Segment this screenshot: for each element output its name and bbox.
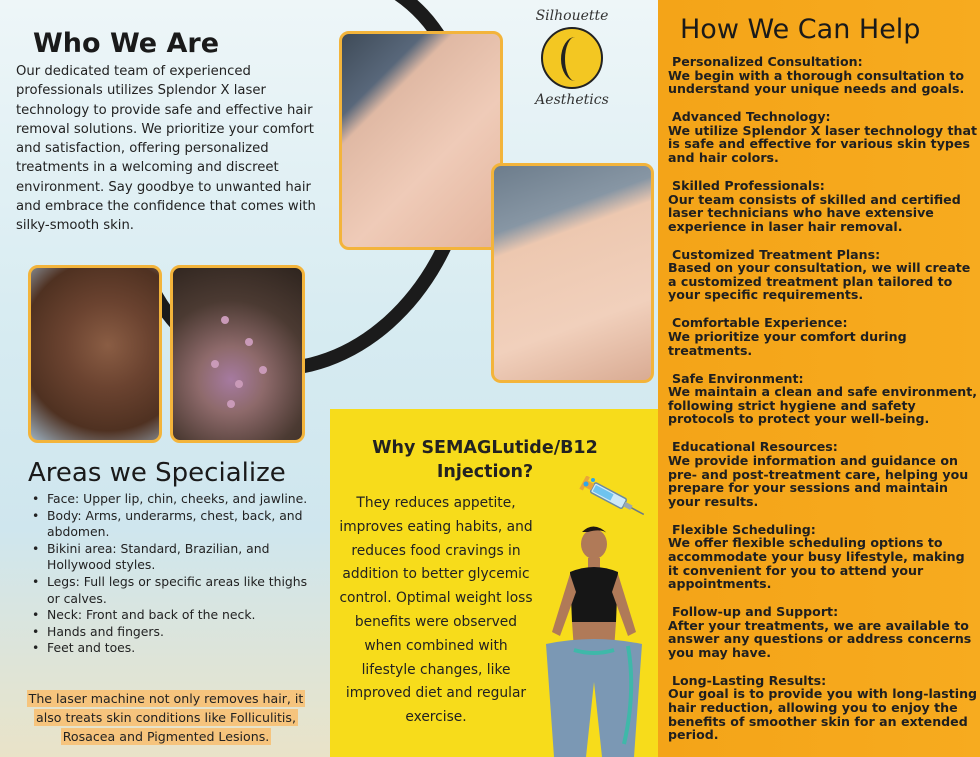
help-item-heading: Flexible Scheduling: — [672, 521, 816, 537]
help-item-heading: Customized Treatment Plans: — [672, 246, 881, 262]
help-item — [668, 440, 978, 508]
help-item — [668, 674, 978, 742]
help-item-text: We utilize Splendor X laser technology that is safe and effective for various skin types and hair colors. — [668, 122, 977, 165]
underarm-photo-1 — [339, 31, 503, 250]
semaglutide-title: Why SEMAGLutide/B12 Injection? — [372, 438, 598, 482]
logo-text-top: Silhouette — [535, 8, 609, 24]
help-item-heading: Personalized Consultation: — [672, 54, 863, 69]
help-item-text: We maintain a clean and safe environment, following strict hygiene and safety protocols to protect your well-being. — [668, 384, 978, 427]
help-item — [668, 179, 978, 233]
syringe-icon — [578, 476, 650, 520]
areas-list — [32, 491, 312, 657]
help-item-heading: Long-Lasting Results: — [672, 672, 827, 688]
list-item: • Body: Arms, underarms, chest, back, and abdomen. — [32, 508, 312, 541]
help-item-heading: Safe Environment: — [672, 370, 804, 386]
silhouette-aesthetics-logo — [522, 8, 622, 123]
neck-hair-photo — [28, 265, 162, 443]
laser-note-text: The laser machine not only removes hair, it also treats skin conditions like Folliculitis, Rosacea and Pigmented Lesions. — [28, 691, 304, 744]
help-item-text: We provide information and guidance on pre- and post-treatment care, helping you prepare for your sessions and maintain your results. — [668, 453, 969, 509]
woman-measuring-waist-illustration — [532, 522, 654, 757]
list-item: • Feet and toes. — [32, 640, 312, 657]
logo-text-bottom: Aesthetics — [535, 92, 609, 108]
help-item-heading: Skilled Professionals: — [672, 177, 825, 193]
list-item: • Neck: Front and back of the neck. — [32, 607, 312, 624]
help-item — [668, 110, 978, 164]
help-item-text: We offer flexible scheduling options to accommodate your busy lifestyle, making it convenient for you to attend your appointments. — [668, 535, 965, 592]
help-item-text: Our team consists of skilled and certified laser technicians who have extensive experience in laser hair removal. — [668, 191, 961, 234]
semaglutide-body: They reduces appetite, improves eating habits, and reduces food cravings in addition to better glycemic control. Optimal weight loss benefits were observed when combined with lifestyle changes, like improved diet and regular exercise. — [339, 495, 533, 726]
help-item — [668, 523, 978, 591]
folliculitis-photo — [170, 265, 305, 443]
help-item-heading: Educational Resources: — [672, 439, 838, 455]
help-item — [668, 55, 978, 96]
help-title: How We Can Help — [680, 14, 921, 45]
help-item-text: Our goal is to provide you with long-lasting hair reduction, allowing you to enjoy the benefits of smoother skin for an extended period. — [668, 686, 978, 743]
underarm-photo-2 — [491, 163, 654, 383]
help-item-heading: Follow-up and Support: — [672, 604, 839, 620]
list-item: • Bikini area: Standard, Brazilian, and Hollywood styles. — [32, 541, 312, 574]
list-item: • Face: Upper lip, chin, cheeks, and jawline. — [32, 491, 312, 508]
who-we-are-title: Who We Are — [33, 28, 220, 59]
help-item — [668, 248, 978, 302]
help-list — [668, 55, 978, 756]
areas-title: Areas we Specialize — [28, 458, 286, 488]
help-item — [668, 372, 978, 426]
help-item-text: Based on your consultation, we will create a customized treatment plan tailored to your specific requirements. — [668, 260, 971, 303]
who-we-are-body: Our dedicated team of experienced professionals utilizes Splendor X laser technology to provide safe and effective hair removal solutions. We prioritize your comfort and satisfaction, offering personalized treatments in a welcoming and discreet environment. Say goodbye to unwanted hair and embrace the confidence that comes with silky-smooth skin. — [16, 64, 316, 234]
help-item-text: After your treatments, we are available to answer any questions or address concerns you may have. — [668, 617, 972, 660]
help-item-heading: Advanced Technology: — [672, 109, 831, 125]
logo-emblem-icon — [541, 27, 603, 89]
help-item-text: We prioritize your comfort during treatments. — [668, 329, 907, 358]
list-item: • Hands and fingers. — [32, 624, 312, 641]
help-item-heading: Comfortable Experience: — [672, 315, 848, 331]
help-item — [668, 316, 978, 357]
help-item — [668, 605, 978, 659]
laser-note — [12, 688, 320, 747]
list-item: • Legs: Full legs or specific areas like thighs or calves. — [32, 574, 312, 607]
help-item-text: We begin with a thorough consultation to understand your unique needs and goals. — [668, 67, 965, 97]
